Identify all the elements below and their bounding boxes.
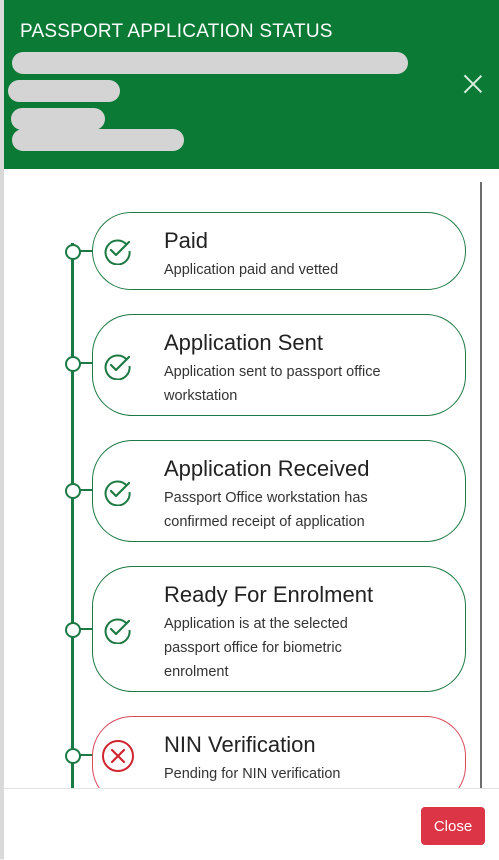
check-circle-icon (103, 476, 133, 506)
step-title: Application Sent (164, 330, 323, 355)
redacted-text (12, 52, 408, 74)
close-button[interactable]: Close (421, 807, 485, 845)
redacted-text (8, 80, 120, 102)
check-circle-icon (103, 235, 133, 265)
timeline-dot (65, 622, 81, 638)
step-description: Passport Office workstation has confirmed receipt of application (164, 490, 368, 530)
step-description: Application sent to passport office workstation (164, 364, 381, 404)
redacted-text (12, 129, 184, 151)
step-description: Application is at the selected passport office for biometric enrolment (164, 616, 348, 680)
timeline-dot (65, 244, 81, 260)
timeline-dot (65, 483, 81, 499)
timeline-line (71, 243, 74, 788)
status-step-application-received (92, 440, 466, 542)
step-description: Pending for NIN verification (164, 766, 341, 782)
x-circle-icon (101, 739, 135, 773)
scrollbar[interactable] (480, 182, 482, 788)
step-title: Ready For Enrolment (164, 582, 374, 607)
modal-header (4, 0, 499, 169)
check-circle-icon (103, 350, 133, 380)
status-step-nin-verification (92, 716, 466, 788)
step-title: Paid (164, 228, 209, 253)
step-description: Application paid and vetted (164, 262, 339, 278)
check-circle-icon (103, 614, 133, 644)
modal-footer (4, 788, 499, 860)
step-title: Application Received (164, 456, 370, 481)
timeline-dot (65, 748, 81, 764)
modal-body (4, 169, 499, 788)
modal-title: PASSPORT APPLICATION STATUS (20, 21, 333, 42)
redacted-text (11, 108, 105, 130)
status-modal (4, 0, 499, 859)
status-step-ready-for-enrolment (92, 566, 466, 692)
status-step-application-sent (92, 314, 466, 416)
status-step-paid (92, 212, 466, 290)
step-title: NIN Verification (164, 732, 316, 757)
timeline-dot (65, 356, 81, 372)
close-icon[interactable] (459, 70, 487, 98)
